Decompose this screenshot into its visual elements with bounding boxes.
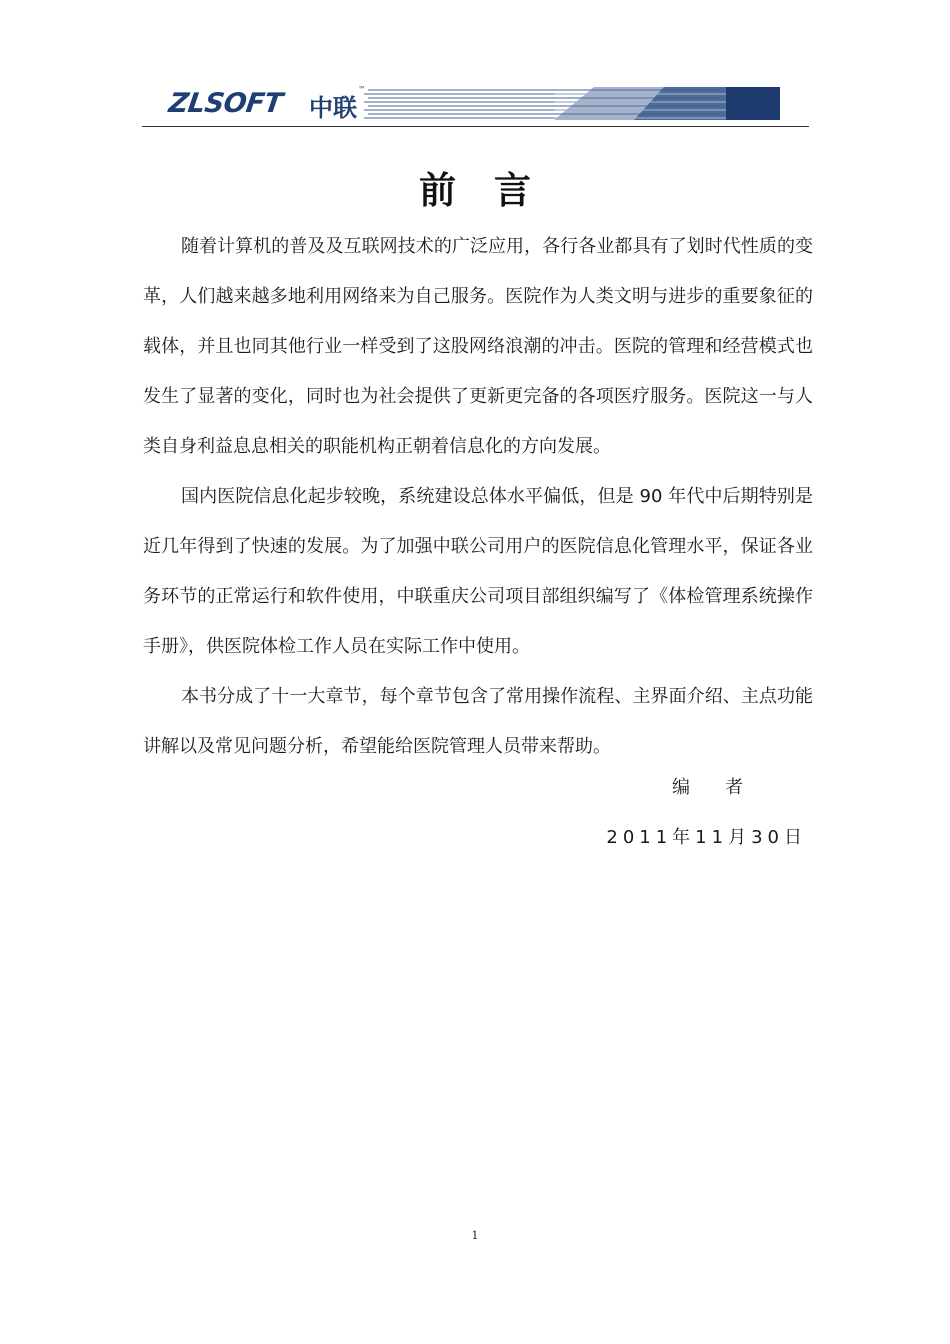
preface-body [143, 222, 813, 772]
document-header [142, 82, 809, 128]
company-logo-wordmark: ZLSOFT [166, 88, 285, 119]
page-title: 前言 [419, 169, 569, 212]
header-divider [142, 126, 809, 127]
paragraph: 本书分成了十一大章节，每个章节包含了常用操作流程、主界面介绍、主点功能讲解以及常见问题分析，希望能给医院管理人员带来帮助。 [143, 686, 813, 757]
paragraph: 随着计算机的普及及互联网技术的广泛应用，各行各业都具有了划时代性质的变革，人们越来越多地利用网络来为自己服务。医院作为人类文明与进步的重要象征的载体，并且也同其他行业一样受到了这股网络浪潮的冲击。医院的管理和经营模式也发生了显著的变化，同时也为社会提供了更新更完备的各项医疗服务。医院这一与人类自身利益息息相关的职能机构正朝着信息化的方向发展。 [143, 236, 813, 457]
page-number: 1 [471, 1229, 479, 1242]
author-signature: 编者 [672, 777, 778, 798]
signature-date: 2011年11月30日 [606, 827, 807, 848]
logo-stripes-graphic [364, 84, 780, 120]
paragraph: 国内医院信息化起步较晚，系统建设总体水平偏低，但是 90 年代中后期特别是近几年得到了快速的发展。为了加强中联公司用户的医院信息化管理水平，保证各业务环节的正常运行和软件使用，中联重庆公司项目部组织编写了《体检管理系统操作手册》，供医院体检工作人员在实际工作中使用。 [143, 486, 813, 657]
trademark-mark: ™ [358, 85, 366, 94]
company-logo-chinese: 中联 [309, 94, 357, 122]
